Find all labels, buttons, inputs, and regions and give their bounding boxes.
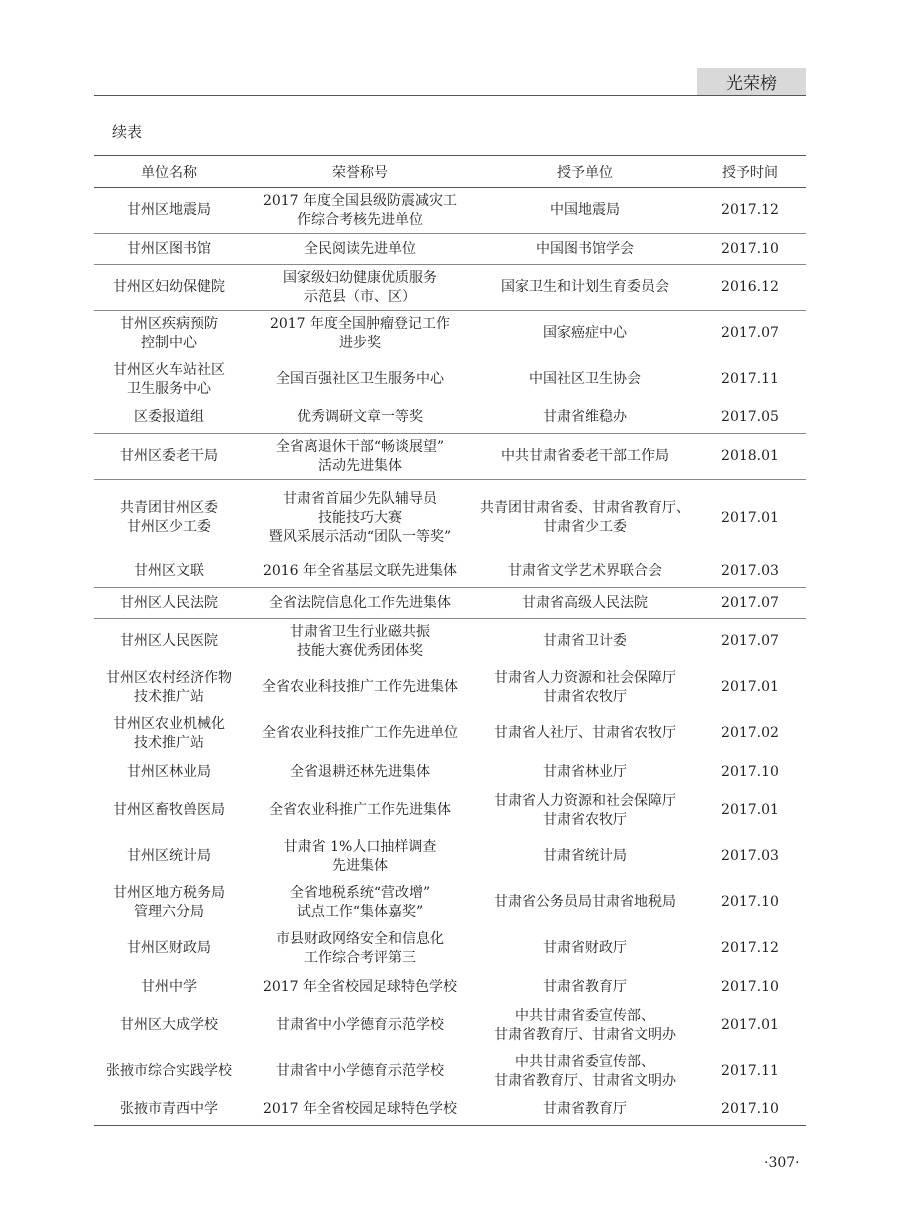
row-date-cell: 2017.05 xyxy=(721,409,779,426)
row-honor-cell xyxy=(244,1095,476,1126)
cell-line: 中共甘肃省委宣传部、 xyxy=(515,1053,655,1070)
row-unit-cell xyxy=(94,188,244,234)
row-unit-cell xyxy=(94,480,244,557)
cell-line: 张掖市综合实践学校 xyxy=(106,1063,232,1079)
page-number: ·307· xyxy=(764,1155,800,1171)
table-row xyxy=(94,711,806,757)
cell-line: 甘肃省中小学德育示范学校 xyxy=(276,1017,444,1033)
row-grantor-cell xyxy=(476,480,694,557)
row-grantor-cell xyxy=(476,557,694,588)
row-date-cell: 2017.10 xyxy=(721,763,779,780)
row-grantor-cell xyxy=(476,1003,694,1049)
cell-line: 甘州区图书馆 xyxy=(127,240,211,257)
table-row xyxy=(94,619,806,665)
row-honor-cell xyxy=(244,265,476,311)
row-honor-cell xyxy=(244,619,476,665)
cell-line: 甘肃省卫计委 xyxy=(543,633,627,650)
cell-line: 甘肃省教育厅、甘肃省文明办 xyxy=(494,1072,676,1089)
table-row xyxy=(94,757,806,788)
cell-line: 甘州区农业机械化 xyxy=(113,715,225,732)
cell-line: 甘州区人民医院 xyxy=(120,633,218,650)
column-header-grantor: 授予单位 xyxy=(476,156,694,188)
row-grantor-cell xyxy=(476,619,694,665)
table-row xyxy=(94,403,806,434)
row-honor-cell xyxy=(244,1003,476,1049)
cell-line: 进步奖 xyxy=(339,334,381,351)
table-row xyxy=(94,357,806,403)
table-title: 续表 xyxy=(112,123,143,141)
row-grantor-cell xyxy=(476,403,694,434)
row-unit-cell xyxy=(94,403,244,434)
cell-line: 甘肃省首届少先队辅导员 xyxy=(283,490,437,507)
row-grantor-cell xyxy=(476,665,694,711)
row-unit-cell xyxy=(94,234,244,265)
cell-line: 优秀调研文章一等奖 xyxy=(297,409,423,426)
row-date-cell: 2016.12 xyxy=(694,265,806,311)
cell-line: 全省离退休干部“畅谈展望” xyxy=(275,438,445,455)
cell-line: 甘肃省少工委 xyxy=(543,519,627,536)
row-unit-cell xyxy=(94,926,244,972)
cell-line: 甘肃省 1%人口抽样调查 xyxy=(283,838,437,855)
table-row xyxy=(94,588,806,619)
row-honor-cell xyxy=(244,834,476,880)
cell-line: 2017 年度全国肿瘤登记工作 xyxy=(269,315,451,332)
honor-table xyxy=(94,155,806,1126)
table-row xyxy=(94,265,806,311)
header-divider xyxy=(94,95,806,96)
cell-line: 国家级妇幼健康优质服务 xyxy=(283,269,437,286)
cell-line: 活动先进集体 xyxy=(318,457,402,474)
row-grantor-cell xyxy=(476,834,694,880)
table-header-row xyxy=(94,156,806,188)
cell-line: 甘肃省维稳办 xyxy=(543,409,627,426)
row-unit-cell xyxy=(94,357,244,403)
row-grantor-cell xyxy=(476,357,694,403)
cell-line: 全省退耕还林先进集体 xyxy=(290,763,430,780)
cell-line: 区委报道组 xyxy=(134,409,204,426)
table-row xyxy=(94,234,806,265)
cell-line: 2016 年全省基层文联先进集体 xyxy=(262,563,458,580)
cell-line: 甘州区大成学校 xyxy=(120,1017,218,1033)
row-date-cell: 2017.11 xyxy=(721,371,779,387)
row-honor-cell xyxy=(244,588,476,619)
table-row xyxy=(94,188,806,234)
row-date-cell: 2017.12 xyxy=(721,202,779,218)
cell-line: 全国百强社区卫生服务中心 xyxy=(276,371,444,387)
cell-line: 甘州区委老干局 xyxy=(120,448,218,464)
row-grantor-cell xyxy=(476,788,694,834)
cell-line: 暨风采展示活动“团队一等奖” xyxy=(268,528,452,545)
row-honor-cell xyxy=(244,357,476,403)
row-unit-cell xyxy=(94,757,244,788)
table-row xyxy=(94,665,806,711)
row-date-cell: 2017.02 xyxy=(721,725,779,741)
cell-line: 甘肃省教育厅 xyxy=(543,1101,627,1118)
row-grantor-cell xyxy=(476,588,694,619)
row-honor-cell xyxy=(244,972,476,1003)
row-date-cell: 2017.01 xyxy=(694,480,806,557)
row-unit-cell xyxy=(94,619,244,665)
cell-line: 市县财政网络安全和信息化 xyxy=(276,930,444,947)
table-row xyxy=(94,788,806,834)
cell-line: 甘州区文联 xyxy=(134,563,204,580)
table-row xyxy=(94,311,806,357)
cell-line: 甘肃省人力资源和社会保障厅 xyxy=(494,792,676,809)
cell-line: 张掖市青西中学 xyxy=(120,1101,218,1118)
row-grantor-cell xyxy=(476,265,694,311)
row-date-cell: 2017.10 xyxy=(694,1095,806,1126)
cell-line: 先进集体 xyxy=(332,857,388,874)
cell-line: 甘肃省教育厅 xyxy=(543,978,627,995)
row-honor-cell xyxy=(244,234,476,265)
row-unit-cell xyxy=(94,788,244,834)
row-unit-cell xyxy=(94,588,244,619)
row-unit-cell xyxy=(94,1049,244,1095)
table-row xyxy=(94,880,806,926)
column-header-date: 授予时间 xyxy=(694,156,806,188)
cell-line: 甘肃省林业厅 xyxy=(543,763,627,780)
row-date-cell: 2017.07 xyxy=(694,311,806,357)
cell-line: 甘肃省统计局 xyxy=(543,848,627,864)
cell-line: 全省法院信息化工作先进集体 xyxy=(269,594,451,611)
cell-line: 甘州区火车站社区 xyxy=(113,361,225,378)
row-honor-cell xyxy=(244,788,476,834)
row-unit-cell xyxy=(94,665,244,711)
table-row xyxy=(94,834,806,880)
section-title-tab: 光荣榜 xyxy=(697,68,806,95)
row-grantor-cell xyxy=(476,880,694,926)
row-date-cell: 2017.11 xyxy=(721,1063,779,1079)
cell-line: 甘州区少工委 xyxy=(127,519,211,536)
row-grantor-cell xyxy=(476,311,694,357)
cell-line: 试点工作“集体嘉奖” xyxy=(296,903,424,920)
row-date-cell: 2017.03 xyxy=(721,848,779,864)
cell-line: 中共甘肃省委宣传部、 xyxy=(515,1007,655,1024)
row-date-cell: 2017.10 xyxy=(721,894,779,910)
row-unit-cell xyxy=(94,311,244,357)
cell-line: 2017 年度全国县级防震减灾工 xyxy=(262,192,458,209)
cell-line: 甘肃省农牧厅 xyxy=(543,811,627,828)
row-honor-cell xyxy=(244,403,476,434)
cell-line: 甘肃省高级人民法院 xyxy=(522,594,648,611)
row-unit-cell xyxy=(94,1003,244,1049)
table-row xyxy=(94,434,806,480)
table-row xyxy=(94,1095,806,1126)
row-unit-cell xyxy=(94,880,244,926)
cell-line: 甘州区农村经济作物 xyxy=(106,669,232,686)
row-grantor-cell xyxy=(476,926,694,972)
cell-line: 卫生服务中心 xyxy=(127,380,211,397)
row-grantor-cell xyxy=(476,434,694,480)
cell-line: 全省农业科技推广工作先进集体 xyxy=(262,679,458,695)
cell-line: 甘州区妇幼保健院 xyxy=(113,279,225,295)
cell-line: 甘肃省文学艺术界联合会 xyxy=(508,563,662,580)
row-grantor-cell xyxy=(476,1049,694,1095)
cell-line: 控制中心 xyxy=(141,334,197,351)
cell-line: 甘州中学 xyxy=(141,978,197,995)
cell-line: 技术推广站 xyxy=(134,734,204,751)
row-date-cell: 2017.01 xyxy=(721,1017,779,1033)
row-honor-cell xyxy=(244,188,476,234)
cell-line: 2017 年全省校园足球特色学校 xyxy=(262,1101,458,1118)
cell-line: 全省农业科推广工作先进集体 xyxy=(269,802,451,818)
table-row xyxy=(94,480,806,557)
row-honor-cell xyxy=(244,665,476,711)
column-header-unit: 单位名称 xyxy=(94,156,244,188)
column-header-honor: 荣誉称号 xyxy=(244,156,476,188)
cell-line: 甘州区财政局 xyxy=(127,940,211,956)
row-honor-cell xyxy=(244,926,476,972)
table-row xyxy=(94,557,806,588)
row-grantor-cell xyxy=(476,188,694,234)
row-date-cell: 2017.01 xyxy=(721,679,779,695)
cell-line: 甘肃省中小学德育示范学校 xyxy=(276,1063,444,1079)
cell-line: 共青团甘肃省委、甘肃省教育厅、 xyxy=(480,500,690,517)
cell-line: 甘州区疾病预防 xyxy=(120,315,218,332)
cell-line: 中国社区卫生协会 xyxy=(529,371,641,387)
cell-line: 中国地震局 xyxy=(550,202,620,218)
row-honor-cell xyxy=(244,434,476,480)
row-date-cell: 2017.03 xyxy=(721,563,779,580)
cell-line: 甘州区地方税务局 xyxy=(113,884,225,901)
cell-line: 全民阅读先进单位 xyxy=(304,240,416,257)
row-honor-cell xyxy=(244,311,476,357)
cell-line: 中国图书馆学会 xyxy=(536,240,634,257)
row-grantor-cell xyxy=(476,711,694,757)
cell-line: 技术推广站 xyxy=(134,688,204,705)
cell-line: 甘肃省教育厅、甘肃省文明办 xyxy=(494,1026,676,1043)
cell-line: 甘肃省卫生行业磁共振 xyxy=(290,623,430,640)
cell-line: 示范县（市、区） xyxy=(304,288,416,305)
table-row xyxy=(94,1003,806,1049)
cell-line: 作综合考核先进单位 xyxy=(297,211,423,228)
row-unit-cell xyxy=(94,1095,244,1126)
cell-line: 甘肃省财政厅 xyxy=(543,940,627,956)
cell-line: 甘州区畜牧兽医局 xyxy=(113,802,225,818)
row-date-cell: 2017.07 xyxy=(694,619,806,665)
row-honor-cell xyxy=(244,1049,476,1095)
cell-line: 国家卫生和计划生育委员会 xyxy=(501,279,669,295)
cell-line: 全省地税系统“营改增” xyxy=(289,884,431,901)
cell-line: 技能大赛优秀团体奖 xyxy=(297,642,423,659)
cell-line: 甘州区统计局 xyxy=(127,848,211,864)
row-date-cell: 2017.12 xyxy=(721,940,779,956)
cell-line: 2017 年全省校园足球特色学校 xyxy=(262,978,458,995)
row-honor-cell xyxy=(244,757,476,788)
cell-line: 甘州区地震局 xyxy=(127,202,211,218)
row-date-cell: 2017.01 xyxy=(721,802,779,818)
cell-line: 国家癌症中心 xyxy=(543,325,627,342)
cell-line: 甘肃省人社厅、甘肃省农牧厅 xyxy=(494,725,676,741)
cell-line: 工作综合考评第三 xyxy=(304,949,416,966)
row-date-cell: 2017.07 xyxy=(694,588,806,619)
row-date-cell: 2017.10 xyxy=(721,978,779,995)
row-unit-cell xyxy=(94,265,244,311)
cell-line: 甘肃省公务员局甘肃省地税局 xyxy=(494,894,676,910)
row-unit-cell xyxy=(94,434,244,480)
row-unit-cell xyxy=(94,711,244,757)
cell-line: 管理六分局 xyxy=(134,903,204,920)
table-row xyxy=(94,1049,806,1095)
table-row xyxy=(94,972,806,1003)
table-row xyxy=(94,926,806,972)
row-date-cell: 2018.01 xyxy=(694,434,806,480)
cell-line: 中共甘肃省委老干部工作局 xyxy=(501,448,669,464)
row-honor-cell xyxy=(244,880,476,926)
cell-line: 全省农业科技推广工作先进单位 xyxy=(262,725,458,741)
row-unit-cell xyxy=(94,834,244,880)
cell-line: 共青团甘州区委 xyxy=(120,500,218,517)
cell-line: 甘州区人民法院 xyxy=(120,594,218,611)
row-unit-cell xyxy=(94,557,244,588)
row-grantor-cell xyxy=(476,234,694,265)
row-grantor-cell xyxy=(476,1095,694,1126)
cell-line: 甘州区林业局 xyxy=(127,763,211,780)
row-grantor-cell xyxy=(476,757,694,788)
row-unit-cell xyxy=(94,972,244,1003)
row-honor-cell xyxy=(244,480,476,557)
cell-line: 甘肃省农牧厅 xyxy=(543,688,627,705)
cell-line: 甘肃省人力资源和社会保障厅 xyxy=(494,669,676,686)
row-date-cell: 2017.10 xyxy=(694,234,806,265)
row-grantor-cell xyxy=(476,972,694,1003)
row-honor-cell xyxy=(244,711,476,757)
cell-line: 技能技巧大赛 xyxy=(318,509,402,526)
row-honor-cell xyxy=(244,557,476,588)
